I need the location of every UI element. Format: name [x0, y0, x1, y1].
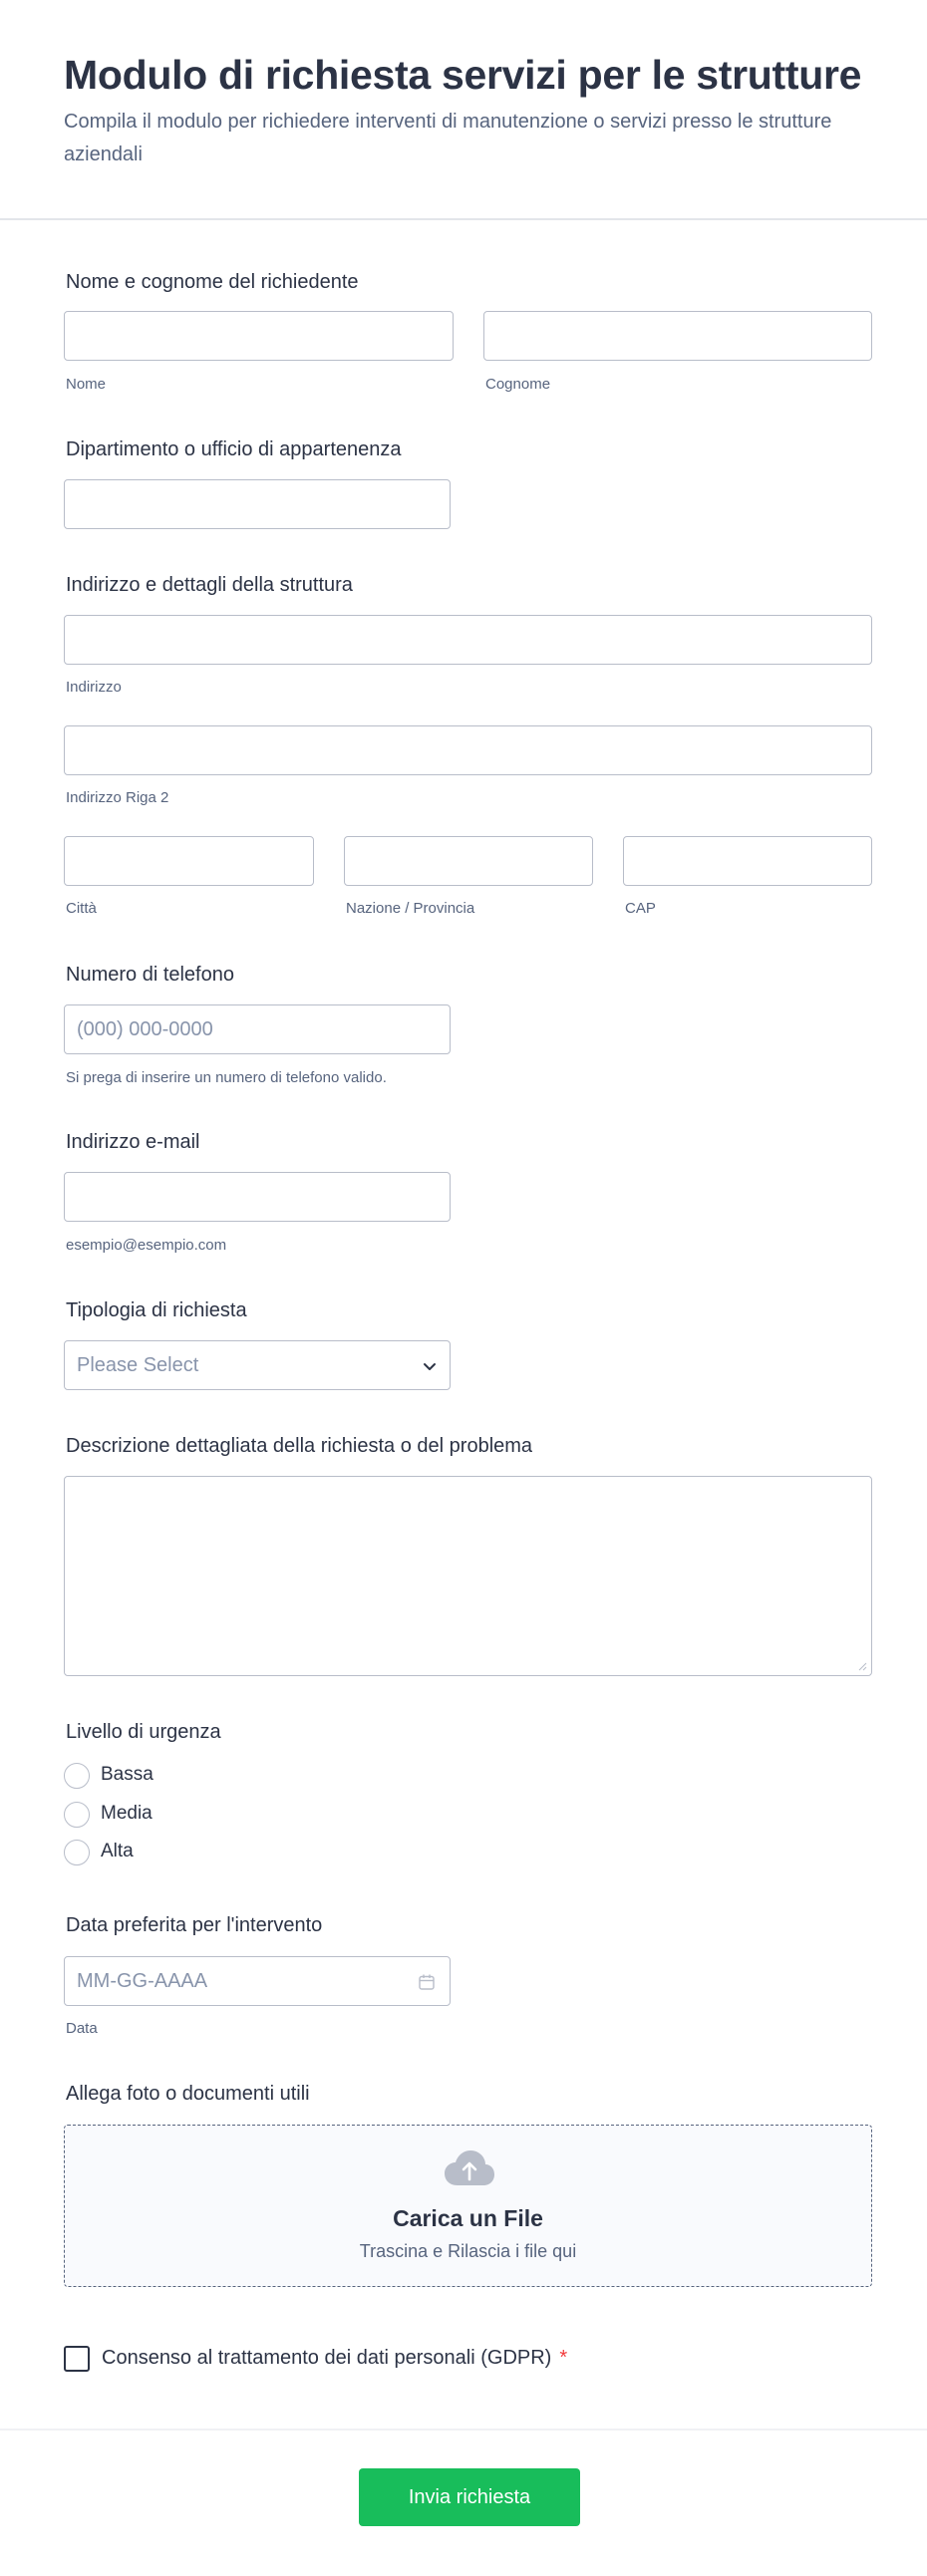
form-description: Compila il modulo per richiedere interventi di manutenzione o servizi presso le strutture aziendali — [64, 111, 832, 165]
calendar-icon[interactable] — [418, 1973, 436, 1991]
description-label: Descrizione dettagliata della richiesta o del problema — [66, 1435, 533, 1457]
urgency-option-label: Alta — [101, 1841, 134, 1861]
request-type-select[interactable] — [64, 1340, 451, 1390]
phone-input[interactable] — [64, 1004, 451, 1054]
address-line1-sublabel: Indirizzo — [66, 679, 122, 696]
chevron-down-icon — [422, 1358, 438, 1374]
first-name-sublabel: Nome — [66, 376, 107, 393]
urgency-option-label: Bassa — [101, 1764, 154, 1785]
last-name-sublabel: Cognome — [485, 376, 551, 393]
department-input[interactable] — [64, 479, 451, 529]
radio-button[interactable] — [64, 1840, 90, 1865]
last-name-input[interactable] — [483, 311, 872, 361]
required-mark: * — [559, 2347, 568, 2369]
phone-label: Numero di telefono — [66, 964, 234, 986]
email-hint: esempio@esempio.com — [66, 1237, 227, 1254]
file-upload-dropzone[interactable] — [64, 2125, 872, 2287]
address-line2-sublabel: Indirizzo Riga 2 — [66, 789, 169, 806]
zip-sublabel: CAP — [625, 900, 656, 917]
address-line1-input[interactable] — [64, 615, 872, 665]
requester-name-label: Nome e cognome del richiedente — [66, 271, 359, 293]
form-header — [0, 0, 927, 220]
phone-hint: Si prega di inserire un numero di telefono valido. — [66, 1069, 387, 1086]
request-type-label: Tipologia di richiesta — [66, 1299, 247, 1321]
city-sublabel: Città — [66, 900, 97, 917]
date-placeholder: MM-GG-AAAA — [77, 1970, 208, 1992]
state-province-input[interactable] — [344, 836, 593, 886]
radio-button[interactable] — [64, 1763, 90, 1789]
radio-button[interactable] — [64, 1802, 90, 1828]
department-label: Dipartimento o ufficio di appartenenza — [66, 438, 402, 460]
request-type-selected-value: Please Select — [77, 1354, 199, 1376]
gdpr-consent-checkbox[interactable] — [64, 2346, 90, 2372]
resize-grip-icon[interactable] — [857, 1661, 867, 1671]
address-line2-input[interactable] — [64, 725, 872, 775]
first-name-input[interactable] — [64, 311, 454, 361]
submit-button[interactable]: Invia richiesta — [359, 2468, 580, 2526]
urgency-option-label: Media — [101, 1803, 153, 1824]
preferred-date-label: Data preferita per l'intervento — [66, 1914, 323, 1936]
cloud-upload-icon — [444, 2149, 495, 2187]
upload-title: Carica un File — [393, 2205, 543, 2231]
date-input[interactable] — [64, 1956, 451, 2006]
city-input[interactable] — [64, 836, 314, 886]
zip-input[interactable] — [623, 836, 872, 886]
date-sublabel: Data — [66, 2020, 98, 2037]
gdpr-consent-label: Consenso al trattamento dei dati personali (GDPR) * — [102, 2347, 568, 2369]
upload-label: Allega foto o documenti utili — [66, 2083, 310, 2105]
state-province-sublabel: Nazione / Provincia — [346, 900, 475, 917]
email-input[interactable] — [64, 1172, 451, 1222]
form-title: Modulo di richiesta servizi per le strutture — [64, 52, 862, 98]
email-label: Indirizzo e-mail — [66, 1131, 200, 1153]
upload-subtitle: Trascina e Rilascia i file qui — [359, 2241, 577, 2261]
footer-divider — [0, 2429, 927, 2431]
urgency-label: Livello di urgenza — [66, 1721, 221, 1743]
description-textarea[interactable] — [64, 1476, 872, 1676]
address-label: Indirizzo e dettagli della struttura — [66, 574, 353, 596]
